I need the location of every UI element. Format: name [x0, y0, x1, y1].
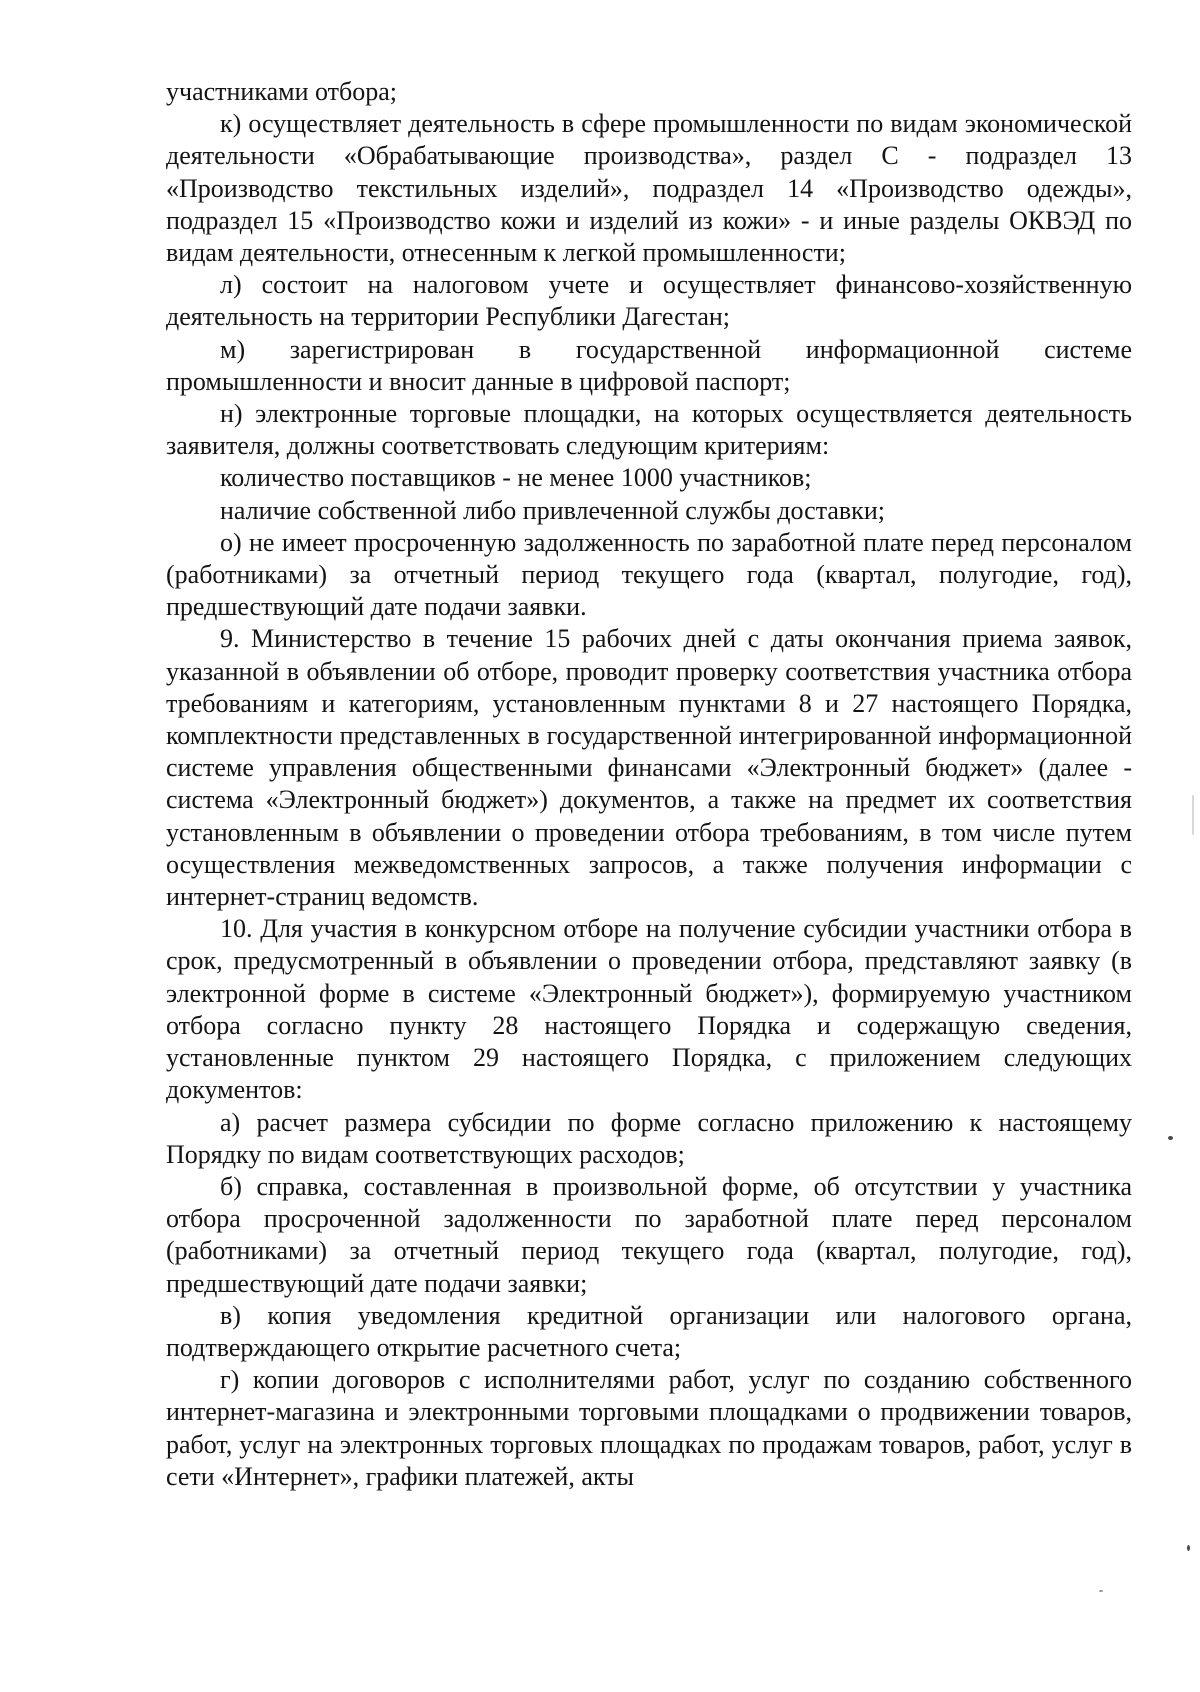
scan-speck: [1168, 1136, 1173, 1140]
paragraph-item-k: к) осуществляет деятельность в сфере промышленности по видам экономической деятельности «Обрабатывающие производства», раздел С - подраздел 13 «Производство текстильных изделий», подраздел 14 «Производство одежды», подраздел 15 «Производство кожи и изделий из кожи» - и иные разделы ОКВЭД по видам деятельности, отнесенным к легкой промышленности;: [166, 109, 1132, 268]
paragraph-item-v: в) копия уведомления кредитной организации или налогового органа, подтверждающего открытие расчетного счета;: [166, 1300, 1132, 1362]
paragraph-item-o: о) не имеет просроченную задолженность по заработной плате перед персоналом (работниками) за отчетный период текущего года (квартал, полугодие, год), предшествующий дате подачи заявки.: [166, 527, 1132, 622]
scan-speck: [1192, 795, 1194, 835]
paragraph-item-m: м) зарегистрирован в государственной информационной системе промышленности и вносит данные в цифровой паспорт;: [166, 334, 1132, 396]
paragraph-section-9: 9. Министерство в течение 15 рабочих дней с даты окончания приема заявок, указанной в объявлении об отборе, проводит проверку соответствия участника отбора требованиям и категориям, установленным пунктами 8 и 27 настоящего Порядка, комплектности представленных в государственной интегрированной информационной системе управления общественными финансами «Электронный бюджет» (далее - система «Электронный бюджет») документов, а также на предмет их соответствия установленным в объявлении о проведении отбора требованиям, в том числе путем осуществления межведомственных запросов, а также получения информации с интернет-страниц ведомств.: [166, 624, 1132, 912]
paragraph-item-g: г) копии договоров с исполнителями работ, услуг по созданию собственного интернет-магазина и электронными торговыми площадками о продвижении товаров, работ, услуг на электронных торговых площадках по продажам товаров, работ, услуг в сети «Интернет», графики платежей, акты: [166, 1365, 1132, 1491]
scan-speck: [1099, 1590, 1103, 1592]
scan-speck: [1187, 1545, 1190, 1551]
paragraph-item-l: л) состоит на налоговом учете и осуществляет финансово-хозяйственную деятельность на территории Республики Дагестан;: [166, 270, 1132, 332]
paragraph-continuation: участниками отбора;: [166, 77, 398, 106]
paragraph-item-n: н) электронные торговые площадки, на которых осуществляется деятельность заявителя, должны соответствовать следующим критериям:: [166, 399, 1132, 461]
paragraph-suppliers-count: количество поставщиков - не менее 1000 участников;: [220, 463, 812, 493]
document-body: [166, 76, 1132, 1493]
paragraph-item-b: б) справка, составленная в произвольной форме, об отсутствии у участника отбора просроченной задолженности по заработной плате перед персоналом (работниками) за отчетный период текущего года (квартал, полугодие, год), предшествующий дате подачи заявки;: [166, 1171, 1132, 1298]
paragraph-delivery-service: наличие собственной либо привлеченной службы доставки;: [220, 495, 885, 525]
paragraph-section-10: 10. Для участия в конкурсном отборе на получение субсидии участники отбора в срок, предусмотренный в объявлении о проведении отбора, представляют заявку (в электронной форме в системе «Электронный бюджет»), формируемую участником отбора согласно пункту 28 настоящего Порядка и содержащую сведения, установленные пунктом 29 настоящего Порядка, с приложением следующих документов:: [166, 914, 1132, 1105]
paragraph-item-a: а) расчет размера субсидии по форме согласно приложению к настоящему Порядку по видам соответствующих расходов;: [166, 1107, 1132, 1169]
